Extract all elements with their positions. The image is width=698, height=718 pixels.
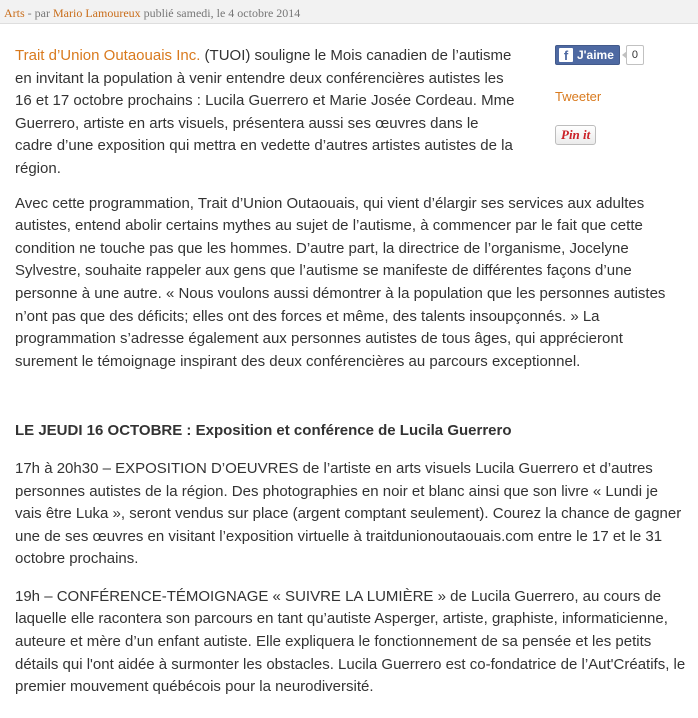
paragraph-conference: 19h – CONFÉRENCE-TÉMOIGNAGE « SUIVRE LA LUMIÈRE » de Lucila Guerrero, au cours de laquelle elle racontera son parcours en tant qu’autiste Asperger, artiste, graphiste, informaticienne, auteure et mère d’un enfant autiste. Elle expliquera le fonctionnement de sa pensée et les petits détails qui l'ont aidée à surmonter les obstacles. Lucila Guerrero est co-fondatrice de l’Aut'Créatifs, le premier mouvement québécois pour la neurodiversité. [15,587,686,696]
paragraph-programmation: Avec cette programmation, Trait d’Union Outaouais, qui vient d’élargir ses services aux adultes autistes, entend abolir certains mythes au sujet de l’autisme, à commencer par le fait que cette condition ne touche pas que les hommes. D’autre part, la directrice de l’organisme, Jocelyne Sylvestre, souhaite rappeler aux gens que l’autisme se manifeste de différentes façons d’une personne à une autre. « Nous voulons aussi démontrer à la population que les personnes autistes n’ont pas que des déficits; elles ont des forces et même, des talents insoupçonnés. » La programmation s’adresse également aux personnes autistes de tous âges, qui apprécieront surement le témoignage inspirant des deux conférencières au parcours exceptionnel. [15,194,666,370]
intro-text: (TUOI) souligne le Mois canadien de l’autisme en invitant la population à venir entendre deux conférencières autistes les 16 et 17 octobre prochains : Lucila Guerrero et Marie Josée Cordeau. Mme Guerrero, artiste en arts visuels, présentera aussi ses œuvres dans le cadre d’une exposition qui mettra en vedette d’autres artistes autistes de la région. [15,47,515,177]
author-link[interactable]: Mario Lamoureux [53,6,141,20]
facebook-icon: f [559,48,573,62]
category-link[interactable]: Arts [4,6,25,20]
article-body [15,45,687,699]
facebook-like-label: J'aime [577,48,614,62]
facebook-like-count: 0 [626,45,644,65]
article-meta-bar [0,0,698,24]
publish-date: publié samedi, le 4 octobre 2014 [140,6,301,20]
tweet-button[interactable]: Tweeter [555,89,602,104]
paragraph-exposition: 17h à 20h30 – EXPOSITION D’OEUVRES de l’artiste en arts visuels Lucila Guerrero et d’autres personnes autistes de la région. Des photographies en noir et blanc ainsi que son livre « Lundi je vais être Luka », seront vendus sur place (argent comptant seulement). Courez la chance de gagner une de ses œuvres en visitant l’exposition virtuelle à traitdunionoutaouais.com entre le 17 et le 31 octobre prochains. [15,459,682,568]
by-prefix: - par [24,6,53,20]
intro-paragraph [15,45,520,181]
pinterest-icon: Pin it [561,127,591,142]
organization-link[interactable]: Trait d’Union Outaouais Inc. [15,47,201,64]
section-heading: LE JEUDI 16 OCTOBRE : Exposition et conférence de Lucila Guerrero [15,422,512,440]
